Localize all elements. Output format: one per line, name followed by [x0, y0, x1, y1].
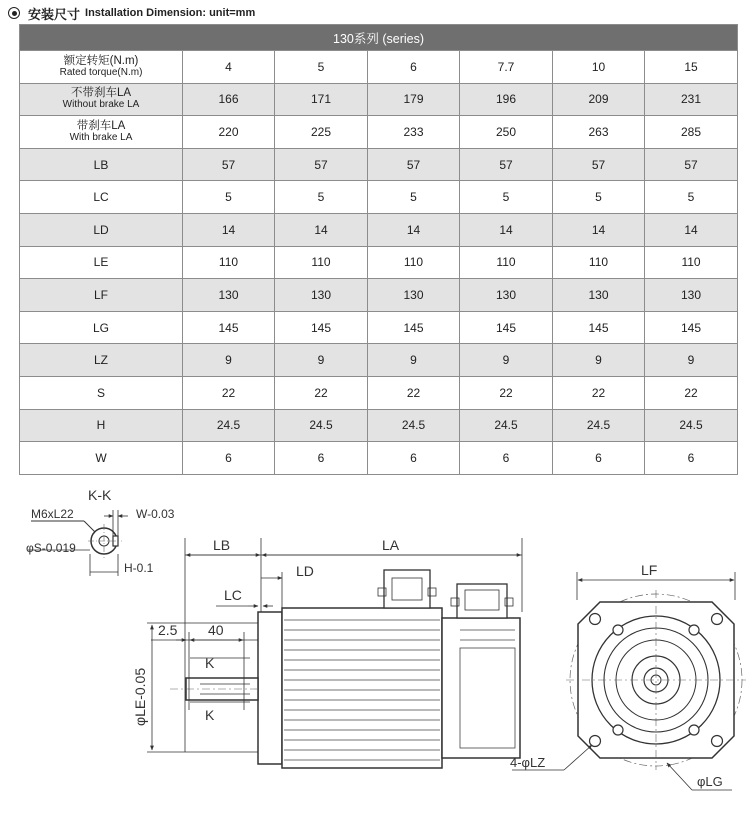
- table-cell: 9: [645, 344, 738, 377]
- row-label: [20, 213, 183, 246]
- table-cell: 14: [645, 213, 738, 246]
- table-cell: 14: [368, 213, 460, 246]
- lz-label: 4-φLZ: [510, 755, 546, 770]
- table-cell: 145: [460, 311, 553, 344]
- table-row: [20, 409, 738, 442]
- row-label: [20, 376, 183, 409]
- section-mark-bottom: K: [205, 707, 215, 723]
- table-cell: 145: [368, 311, 460, 344]
- table-cell: 209: [553, 83, 645, 116]
- table-row: [20, 442, 738, 475]
- table-cell: 130: [183, 279, 275, 312]
- table-cell: 6: [553, 442, 645, 475]
- row-label-primary: LG: [92, 320, 109, 335]
- table-cell: 22: [645, 376, 738, 409]
- table-cell: 6: [645, 442, 738, 475]
- heading-title-en: Installation Dimension: unit=mm: [85, 7, 256, 19]
- table-cell: 220: [183, 116, 275, 149]
- bullet-icon: [8, 7, 20, 19]
- motor-front-view: [510, 562, 746, 790]
- table-cell: 130: [645, 279, 738, 312]
- table-cell: 225: [275, 116, 368, 149]
- table-cell: 9: [275, 344, 368, 377]
- table-cell: 5: [275, 51, 368, 84]
- table-cell: 6: [460, 442, 553, 475]
- row-label: [20, 279, 183, 312]
- row-label-primary: LE: [93, 255, 109, 270]
- lf-label: LF: [641, 562, 658, 578]
- table-cell: 110: [368, 246, 460, 279]
- table-cell: 250: [460, 116, 553, 149]
- row-label: [20, 442, 183, 475]
- ld-label: LD: [296, 563, 314, 579]
- table-cell: 6: [275, 442, 368, 475]
- table-cell: 110: [275, 246, 368, 279]
- table-cell: 24.5: [183, 409, 275, 442]
- row-label-primary: 不带刹车LA: [70, 87, 132, 100]
- row-label: [20, 148, 183, 181]
- table-cell: 231: [645, 83, 738, 116]
- table-cell: 57: [553, 148, 645, 181]
- row-label: [20, 311, 183, 344]
- table-cell: 130: [553, 279, 645, 312]
- row-label-secondary: With brake LA: [69, 131, 133, 143]
- table-cell: 22: [460, 376, 553, 409]
- table-cell: 14: [183, 213, 275, 246]
- table-cell: 57: [183, 148, 275, 181]
- table-cell: 22: [553, 376, 645, 409]
- shaft-diameter-label: φS-0.019: [26, 541, 76, 555]
- row-label: [20, 83, 183, 116]
- dim-40-label: 40: [208, 622, 224, 638]
- row-label: [20, 51, 183, 84]
- table-cell: 5: [460, 181, 553, 214]
- row-label: [20, 246, 183, 279]
- table-row: [20, 376, 738, 409]
- table-cell: 57: [460, 148, 553, 181]
- section-title: K-K: [88, 487, 112, 503]
- table-cell: 22: [368, 376, 460, 409]
- table-cell: 9: [460, 344, 553, 377]
- table-cell: 5: [183, 181, 275, 214]
- row-label: [20, 181, 183, 214]
- table-cell: 263: [553, 116, 645, 149]
- row-label-primary: LZ: [93, 353, 108, 368]
- row-label-primary: W: [95, 450, 107, 465]
- table-cell: 5: [645, 181, 738, 214]
- table-row: [20, 344, 738, 377]
- table-cell: 145: [645, 311, 738, 344]
- table-cell: 4: [183, 51, 275, 84]
- section-mark-top: K: [205, 655, 215, 671]
- table-row: [20, 83, 738, 116]
- le-label: φLE-0.05: [132, 667, 148, 726]
- la-label: LA: [382, 537, 400, 553]
- row-label-primary: LB: [93, 157, 109, 172]
- table-cell: 7.7: [460, 51, 553, 84]
- row-label-primary: 额定转矩(N.m): [63, 54, 139, 67]
- motor-side-view: [132, 537, 522, 768]
- table-row: [20, 51, 738, 84]
- table-cell: 5: [368, 181, 460, 214]
- key-width-label: W-0.03: [136, 507, 175, 521]
- table-cell: 22: [275, 376, 368, 409]
- thread-label: M6xL22: [31, 507, 74, 521]
- table-cell: 5: [553, 181, 645, 214]
- table-cell: 233: [368, 116, 460, 149]
- table-row: [20, 181, 738, 214]
- shaft-section-view: [26, 487, 175, 576]
- row-label-primary: LC: [93, 190, 109, 205]
- table-cell: 9: [183, 344, 275, 377]
- table-cell: 57: [275, 148, 368, 181]
- lb-label: LB: [213, 537, 231, 553]
- table-row: [20, 148, 738, 181]
- table-cell: 145: [553, 311, 645, 344]
- table-cell: 166: [183, 83, 275, 116]
- table-cell: 196: [460, 83, 553, 116]
- table-cell: 130: [460, 279, 553, 312]
- table-cell: 6: [368, 442, 460, 475]
- row-label-primary: H: [96, 418, 106, 433]
- table-cell: 145: [183, 311, 275, 344]
- table-cell: 14: [553, 213, 645, 246]
- row-label-primary: 带刹车LA: [76, 119, 126, 132]
- table-row: [20, 311, 738, 344]
- row-label-primary: S: [96, 385, 105, 400]
- table-cell: 22: [183, 376, 275, 409]
- table-cell: 24.5: [368, 409, 460, 442]
- table-cell: 9: [553, 344, 645, 377]
- key-height-label: H-0.1: [124, 561, 154, 575]
- table-body: [20, 51, 738, 475]
- table-cell: 14: [460, 213, 553, 246]
- table-cell: 15: [645, 51, 738, 84]
- table-row: [20, 116, 738, 149]
- table-row: [20, 213, 738, 246]
- section-heading: [8, 4, 255, 22]
- table-cell: 24.5: [645, 409, 738, 442]
- table-cell: 57: [645, 148, 738, 181]
- table-cell: 110: [183, 246, 275, 279]
- row-label: [20, 409, 183, 442]
- table-cell: 179: [368, 83, 460, 116]
- table-cell: 130: [368, 279, 460, 312]
- table-cell: 285: [645, 116, 738, 149]
- table-cell: 10: [553, 51, 645, 84]
- table-cell: 24.5: [275, 409, 368, 442]
- table-row: [20, 279, 738, 312]
- table-cell: 9: [368, 344, 460, 377]
- table-cell: 130: [275, 279, 368, 312]
- lc-label: LC: [224, 587, 242, 603]
- table-cell: 145: [275, 311, 368, 344]
- row-label-primary: LD: [93, 222, 109, 237]
- row-label-secondary: Rated torque(N.m): [59, 66, 143, 78]
- row-label: [20, 116, 183, 149]
- table-cell: 14: [275, 213, 368, 246]
- series-header: 130系列 (series): [20, 25, 738, 51]
- table-cell: 57: [368, 148, 460, 181]
- heading-title-cn: 安装尺寸: [28, 6, 81, 22]
- row-label-primary: LF: [93, 287, 108, 302]
- lg-label: φLG: [697, 774, 723, 789]
- row-label-secondary: Without brake LA: [62, 99, 140, 111]
- dimension-table: [19, 24, 738, 475]
- table-cell: 110: [645, 246, 738, 279]
- table-cell: 6: [368, 51, 460, 84]
- table-cell: 24.5: [460, 409, 553, 442]
- table-cell: 171: [275, 83, 368, 116]
- table-cell: 110: [553, 246, 645, 279]
- installation-drawing: [0, 480, 750, 820]
- table-cell: 110: [460, 246, 553, 279]
- table-cell: 6: [183, 442, 275, 475]
- table-cell: 24.5: [553, 409, 645, 442]
- dim-2-5-label: 2.5: [158, 622, 178, 638]
- row-label: [20, 344, 183, 377]
- table-cell: 5: [275, 181, 368, 214]
- table-row: [20, 246, 738, 279]
